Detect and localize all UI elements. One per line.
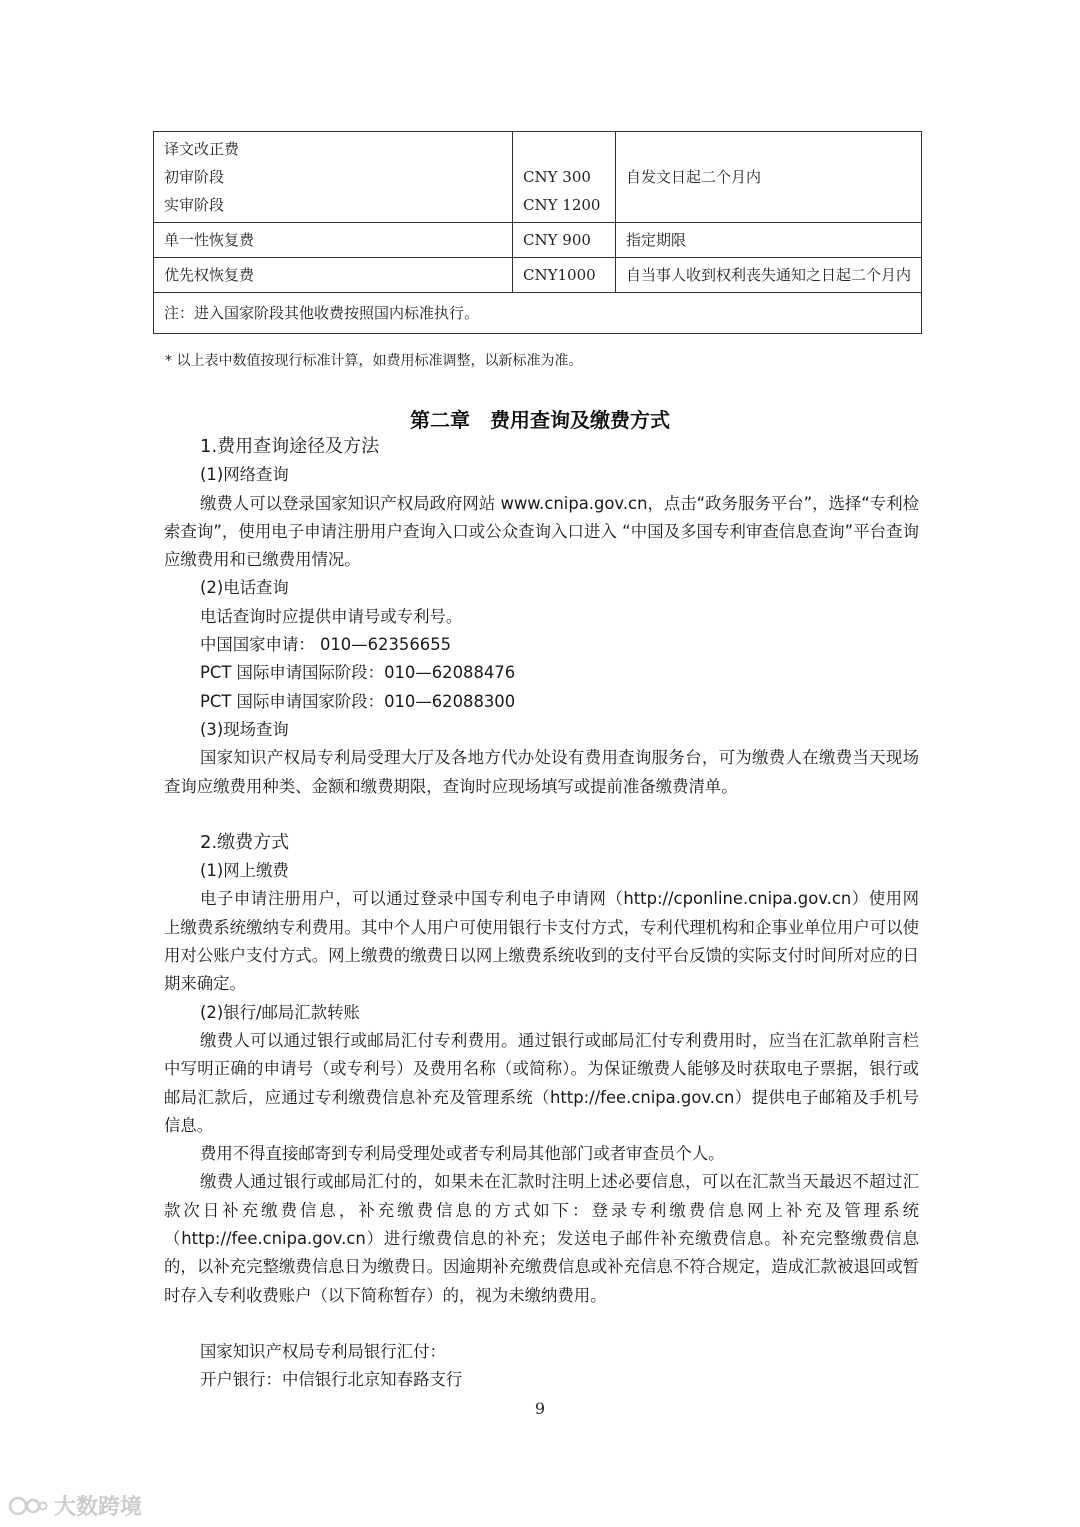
- watermark-text: 大数跨境: [54, 1495, 143, 1520]
- footnote: * 以上表中数值按现行标准计算，如费用标准调整，以新标准为准。: [165, 353, 583, 369]
- table-note: 注：进入国家阶段其他收费按照国内标准执行。: [154, 293, 922, 334]
- fee-stage: 实审阶段: [164, 196, 225, 214]
- table-row: [154, 132, 922, 223]
- fee-name: 译文改正费: [164, 140, 240, 158]
- paragraph: 电话查询时应提供申请号或专利号。: [200, 606, 463, 626]
- watermark: [8, 1490, 142, 1521]
- fee-amount: CNY 300: [523, 168, 591, 186]
- fee-amount-cell: [513, 132, 616, 223]
- page-number: 9: [534, 1399, 546, 1418]
- paragraph: 费用不得直接邮寄到专利局受理处或者专利局其他部门或者审查员个人。: [200, 1144, 725, 1164]
- subsection-title: (1)网上缴费: [200, 861, 289, 881]
- remit-title: 国家知识产权局专利局银行汇付：: [200, 1341, 446, 1361]
- paragraph: 缴费人通过银行或邮局汇付的，如果未在汇款时注明上述必要信息，可以在汇款当天最迟不超过汇款次日补充缴费信息，补充缴费信息的方式如下：登录专利缴费信息网上补充及管理系统（http://fee.cnipa.gov.cn）进行缴费信息的补充；发送电子邮件补充缴费信息。补充完整缴费信息的，以补充完整缴费信息日为缴费日。因逾期补充缴费信息或补充信息不符合规定，造成汇款被退回或暂时存入专利收费账户（以下简称暂存）的，视为未缴纳费用。: [164, 1172, 919, 1305]
- section-heading: 2.缴费方式: [200, 831, 290, 853]
- table-row: [154, 223, 922, 258]
- fee-amount-cell: CNY1000: [513, 258, 616, 293]
- paragraph: 国家知识产权局专利局受理大厅及各地方代办处设有费用查询服务台，可为缴费人在缴费当天现场查询应缴费用种类、金额和缴费期限，查询时应现场填写或提前准备缴费清单。: [164, 748, 919, 796]
- fee-name-cell: [154, 132, 513, 223]
- fee-stage: 初审阶段: [164, 168, 225, 186]
- paragraph: 缴费人可以登录国家知识产权局政府网站 www.cnipa.gov.cn，点击“政务服务平台”，选择“专利检索查询”，使用电子申请注册用户查询入口或公众查询入口进入 “中国及多国专利审查信息查询”平台查询应缴费用和已缴费用情况。: [164, 493, 919, 570]
- section-heading: 1.费用查询途径及方法: [200, 436, 380, 457]
- table-note-row: [154, 293, 922, 334]
- phone-line: 中国国家申请： 010—62356655: [200, 635, 452, 655]
- fee-amount-cell: CNY 900: [513, 223, 616, 258]
- phone-line: PCT 国际申请国际阶段：010—62088476: [200, 663, 516, 683]
- paragraph: 电子申请注册用户，可以通过登录中国专利电子申请网（http://cponline.cnipa.gov.cn）使用网上缴费系统缴纳专利费用。其中个人用户可使用银行卡支付方式，专利代理机构和企事业单位用户可以使用对公账户支付方式。网上缴费的缴费日以网上缴费系统收到的支付平台反馈的实际支付时间所对应的日期来确定。: [164, 889, 919, 994]
- fee-deadline-cell: 自当事人收到权利丧失通知之日起二个月内: [616, 258, 922, 293]
- subsection-title: (2)电话查询: [200, 578, 289, 598]
- table-row: [154, 258, 922, 293]
- body-content: [164, 433, 919, 1395]
- fee-amount: CNY 1200: [523, 196, 601, 214]
- chapter-title: 第二章 费用查询及缴费方式: [410, 408, 670, 432]
- fee-name-cell: 优先权恢复费: [154, 258, 513, 293]
- fee-deadline-cell: 指定期限: [616, 223, 922, 258]
- subsection-title: (3)现场查询: [200, 719, 289, 739]
- subsection-title: (2)银行/邮局汇款转账: [200, 1002, 360, 1022]
- paragraph: 缴费人可以通过银行或邮局汇付专利费用。通过银行或邮局汇付专利费用时，应当在汇款单附言栏中写明正确的申请号（或专利号）及费用名称（或简称）。为保证缴费人能够及时获取电子票据，银行或邮局汇款后，应通过专利缴费信息补充及管理系统（http://fee.cnipa.gov.cn）提供电子邮箱及手机号信息。: [164, 1030, 919, 1135]
- phone-line: PCT 国际申请国家阶段：010—62088300: [200, 691, 516, 711]
- watermark-logo-icon: [8, 1494, 48, 1518]
- fee-deadline-cell: 自发文日起二个月内: [616, 132, 922, 223]
- bank-name: 开户银行：中信银行北京知春路支行: [200, 1370, 463, 1390]
- subsection-title: (1)网络查询: [200, 465, 289, 485]
- fee-name-cell: 单一性恢复费: [154, 223, 513, 258]
- fee-table: [153, 131, 922, 334]
